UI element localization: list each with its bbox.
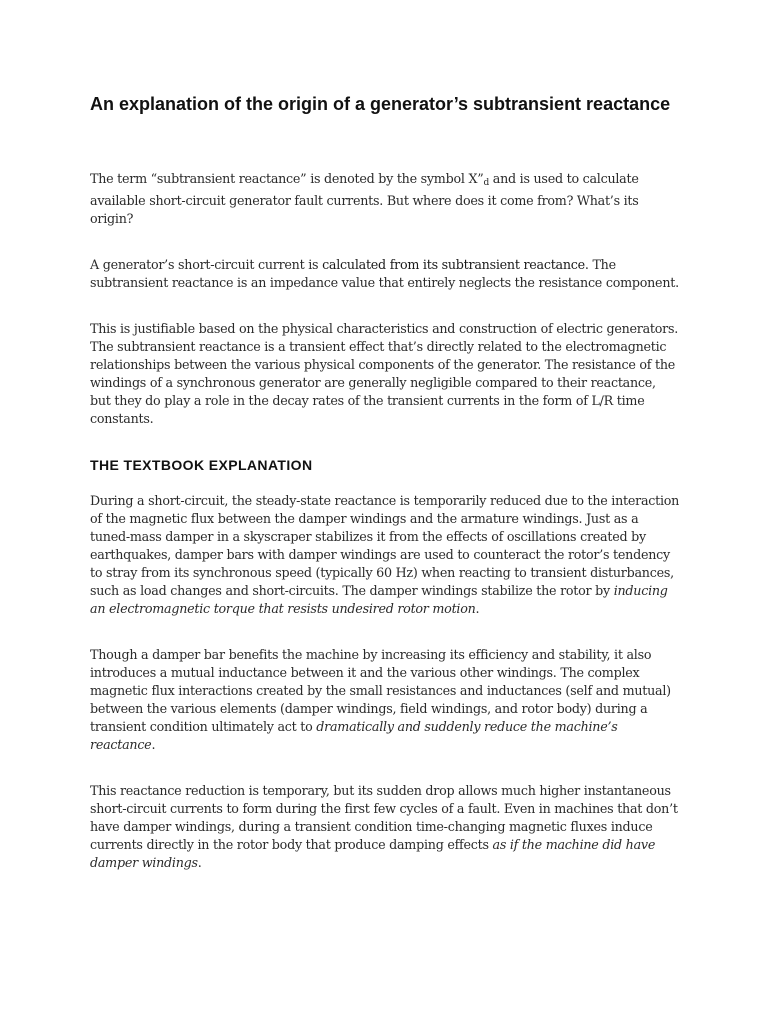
article xyxy=(90,93,680,900)
symbol-subscript: d xyxy=(483,178,489,188)
paragraph-6-text: This reactance reduction is temporary, but its sudden drop allows much higher instantaneous short-circuit currents to form during the first few cycles of a fault. Even in machines that don’t have damper windings, during a transient condition time-changing magnetic fluxes induce currents directly in the rotor body that produce damping effects xyxy=(90,783,678,852)
paragraph-5-end: . xyxy=(151,737,156,752)
paragraph-4-emphasis: inducing an electromagnetic torque that resists undesired rotor motion xyxy=(90,583,668,616)
paragraph-1-text: The term “subtransient reactance” is denoted by the symbol X” xyxy=(90,171,484,186)
subtransient-reactance-link[interactable]: calculated from its subtransient reactance xyxy=(322,257,585,272)
paragraph-1-text-end: and is used to calculate available short-circuit generator fault currents. But where does it come from? What’s its origin? xyxy=(90,171,639,226)
paragraph-4-end: . xyxy=(475,601,480,616)
paragraph-6 xyxy=(90,782,680,872)
paragraph-3: This is justifiable based on the physical characteristics and construction of electric generators. The subtransient reactance is a transient effect that’s directly related to the electromagnetic relationships between the various physical components of the generator. The resistance of the windings of a synchronous generator are generally negligible compared to their reactance, but they do play a role in the decay rates of the transient currents in the form of L/R time constants. xyxy=(90,321,679,426)
paragraph-5-emphasis: dramatically and suddenly reduce the machine’s reactance xyxy=(90,719,618,752)
paragraph-1 xyxy=(90,170,680,228)
paragraph-4 xyxy=(90,492,680,618)
section-heading: THE TEXTBOOK EXPLANATION xyxy=(90,457,313,473)
paragraph-5 xyxy=(90,646,680,754)
paragraph-2 xyxy=(90,256,680,292)
article-title: An explanation of the origin of a generator’s subtransient reactance xyxy=(90,94,671,114)
paragraph-6-end: . xyxy=(197,855,202,870)
paragraph-6-emphasis: as if the machine did have damper windings xyxy=(90,837,656,870)
paragraph-5-text: Though a damper bar benefits the machine by increasing its efficiency and stability, it also introduces a mutual inductance between it and the various other windings. The complex magnetic flux interactions created by the small resistances and inductances (self and mutual) between the various elements (damper windings, field windings, and rotor body) during a transient condition ultimately act to xyxy=(90,647,671,734)
paragraph-4-text: During a short-circuit, the steady-state reactance is temporarily reduced due to the interaction of the magnetic flux between the damper windings and the armature windings. Just as a tuned-mass damper in a skyscraper stabilizes it from the effects of oscillations created by earthquakes, damper bars with damper windings are used to counteract the rotor’s tendency to stray from its synchronous speed (typically 60 Hz) when reacting to transient disturbances, such as load changes and short-circuits. The damper windings stabilize the rotor by xyxy=(90,493,680,598)
paragraph-2-text: A generator’s short-circuit current is xyxy=(90,257,323,272)
paragraph-2-text-end: . The subtransient reactance is an impedance value that entirely neglects the resistance component. xyxy=(90,257,679,290)
